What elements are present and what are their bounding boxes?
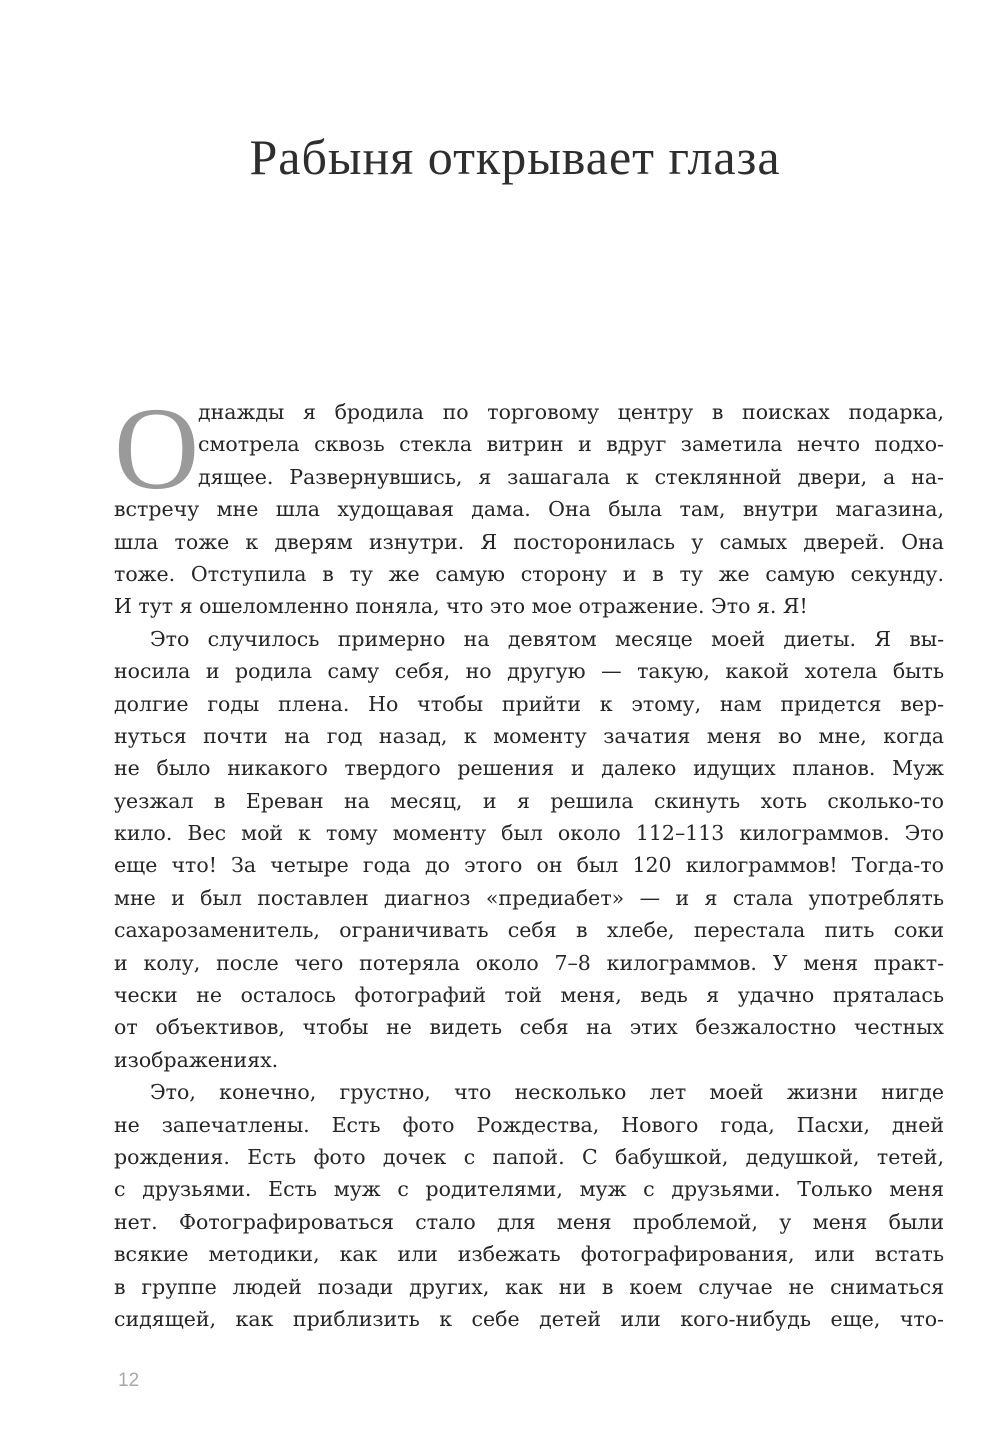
text-line: долгие годы плена. Но чтобы прийти к этому, нам придется вер-: [114, 691, 944, 716]
text-line: чески не осталось фотографий той меня, ведь я удачно пряталась: [114, 983, 944, 1008]
text-line: смотрела сквозь стекла витрин и вдруг заметила нечто подхо-: [198, 432, 944, 457]
text-line: не запечатлены. Есть фото Рождества, Нового года, Пасхи, дней: [114, 1112, 944, 1137]
text-line: и колу, после чего потеряла около 7–8 килограммов. У меня практ-: [114, 950, 944, 975]
body-text: [114, 383, 944, 1335]
text-line: всякие методики, как или избежать фотографирования, или встать: [114, 1242, 944, 1267]
text-line: уезжал в Ереван на месяц, и я решила скинуть хоть сколько-то: [114, 788, 944, 813]
text-line: кило. Вес мой к тому моменту был около 112–113 килограммов. Это: [114, 821, 944, 846]
text-line: шла тоже к дверям изнутри. Я посторонилась у самых дверей. Она: [114, 529, 944, 554]
text-line: сахарозаменитель, ограничивать себя в хлебе, перестала пить соки: [114, 918, 944, 943]
text-line: сидящей, как приблизить к себе детей или кого-нибудь еще, что-: [114, 1306, 944, 1331]
text-line: днажды я бродила по торговому центру в поисках подарка,: [198, 400, 944, 424]
paragraph-3: [114, 1076, 944, 1335]
text-line: в группе людей позади других, как ни в коем случае не сниматься: [114, 1274, 944, 1299]
chapter-title: Рабыня открывает глаза: [249, 129, 781, 185]
text-line: от объективов, чтобы не видеть себя на этих безжалостно честных: [114, 1015, 944, 1040]
page-number: 12: [118, 1370, 140, 1391]
text-line: рождения. Есть фото дочек с папой. С бабушкой, дедушкой, тетей,: [114, 1144, 944, 1169]
text-line: Это, конечно, грустно, что несколько лет моей жизни нигде: [150, 1080, 944, 1105]
drop-cap: О: [114, 383, 200, 514]
text-line: встречу мне шла худощавая дама. Она была там, внутри магазина,: [114, 497, 944, 522]
text-line: И тут я ошеломленно поняла, что это мое отражение. Это я. Я!: [114, 594, 808, 619]
text-line: тоже. Отступила в ту же самую сторону и в ту же самую секунду.: [114, 561, 944, 586]
text-line: Это случилось примерно на девятом месяце моей диеты. Я вы-: [150, 626, 944, 651]
text-line: изображениях.: [114, 1047, 279, 1072]
text-line: мне и был поставлен диагноз «предиабет» — и я стала употреблять: [114, 885, 944, 910]
paragraph-1: [114, 396, 944, 623]
text-line: носила и родила саму себя, но другую — такую, какой хотела быть: [114, 659, 944, 684]
text-line: не было никакого твердого решения и далеко идущих планов. Муж: [114, 756, 944, 781]
paragraph-2: [114, 623, 944, 1076]
text-line: нет. Фотографироваться стало для меня проблемой, у меня были: [114, 1209, 944, 1234]
text-line: еще что! За четыре года до этого он был 120 килограммов! Тогда-то: [114, 853, 944, 878]
text-line: нуться почти на год назад, к моменту зачатия меня во мне, когда: [114, 723, 944, 748]
text-line: дящее. Развернувшись, я зашагала к стеклянной двери, а на-: [198, 464, 944, 489]
text-line: с друзьями. Есть муж с родителями, муж с друзьями. Только меня: [114, 1177, 944, 1202]
